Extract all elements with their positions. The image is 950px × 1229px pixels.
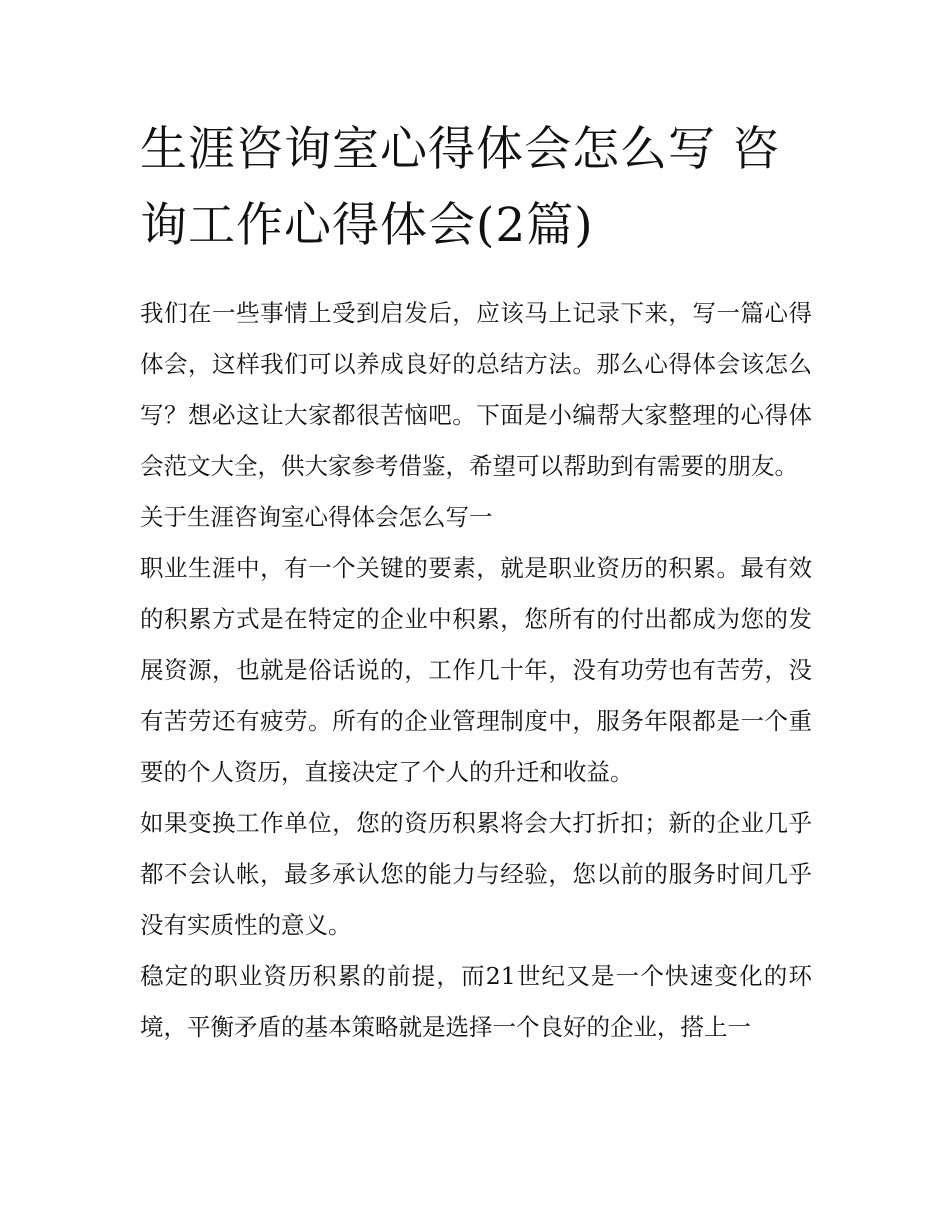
document-title: 生涯咨询室心得体会怎么写 咨询工作心得体会(2篇) <box>140 122 780 253</box>
intro-paragraph: 我们在一些事情上受到启发后，应该马上记录下来，写一篇心得体会，这样我们可以养成良好的总结方法。那么心得体会该怎么写？想必这让大家都很苦恼吧。下面是小编帮大家整理的心得体会范文大全，供大家参考借鉴，希望可以帮助到有需要的朋友。 <box>140 299 812 480</box>
document-page <box>140 0 812 1053</box>
body-paragraph: 职业生涯中，有一个关键的要素，就是职业资历的积累。最有效的积累方式是在特定的企业中积累，您所有的付出都成为您的发展资源，也就是俗话说的，工作几十年，没有功劳也有苦劳，没有苦劳还有疲劳。所有的企业管理制度中，服务年限都是一个重要的个人资历，直接决定了个人的升迁和收益。 <box>140 554 812 786</box>
body-paragraph: 稳定的职业资历积累的前提，而21世纪又是一个快速变化的环境，平衡矛盾的基本策略就是选择一个良好的企业，搭上一 <box>140 962 812 1041</box>
body-paragraph: 如果变换工作单位，您的资历积累将会大打折扣；新的企业几乎都不会认帐，最多承认您的能力与经验，您以前的服务时间几乎没有实质性的意义。 <box>140 809 812 939</box>
section-heading: 关于生涯咨询室心得体会怎么写一 <box>140 503 493 531</box>
